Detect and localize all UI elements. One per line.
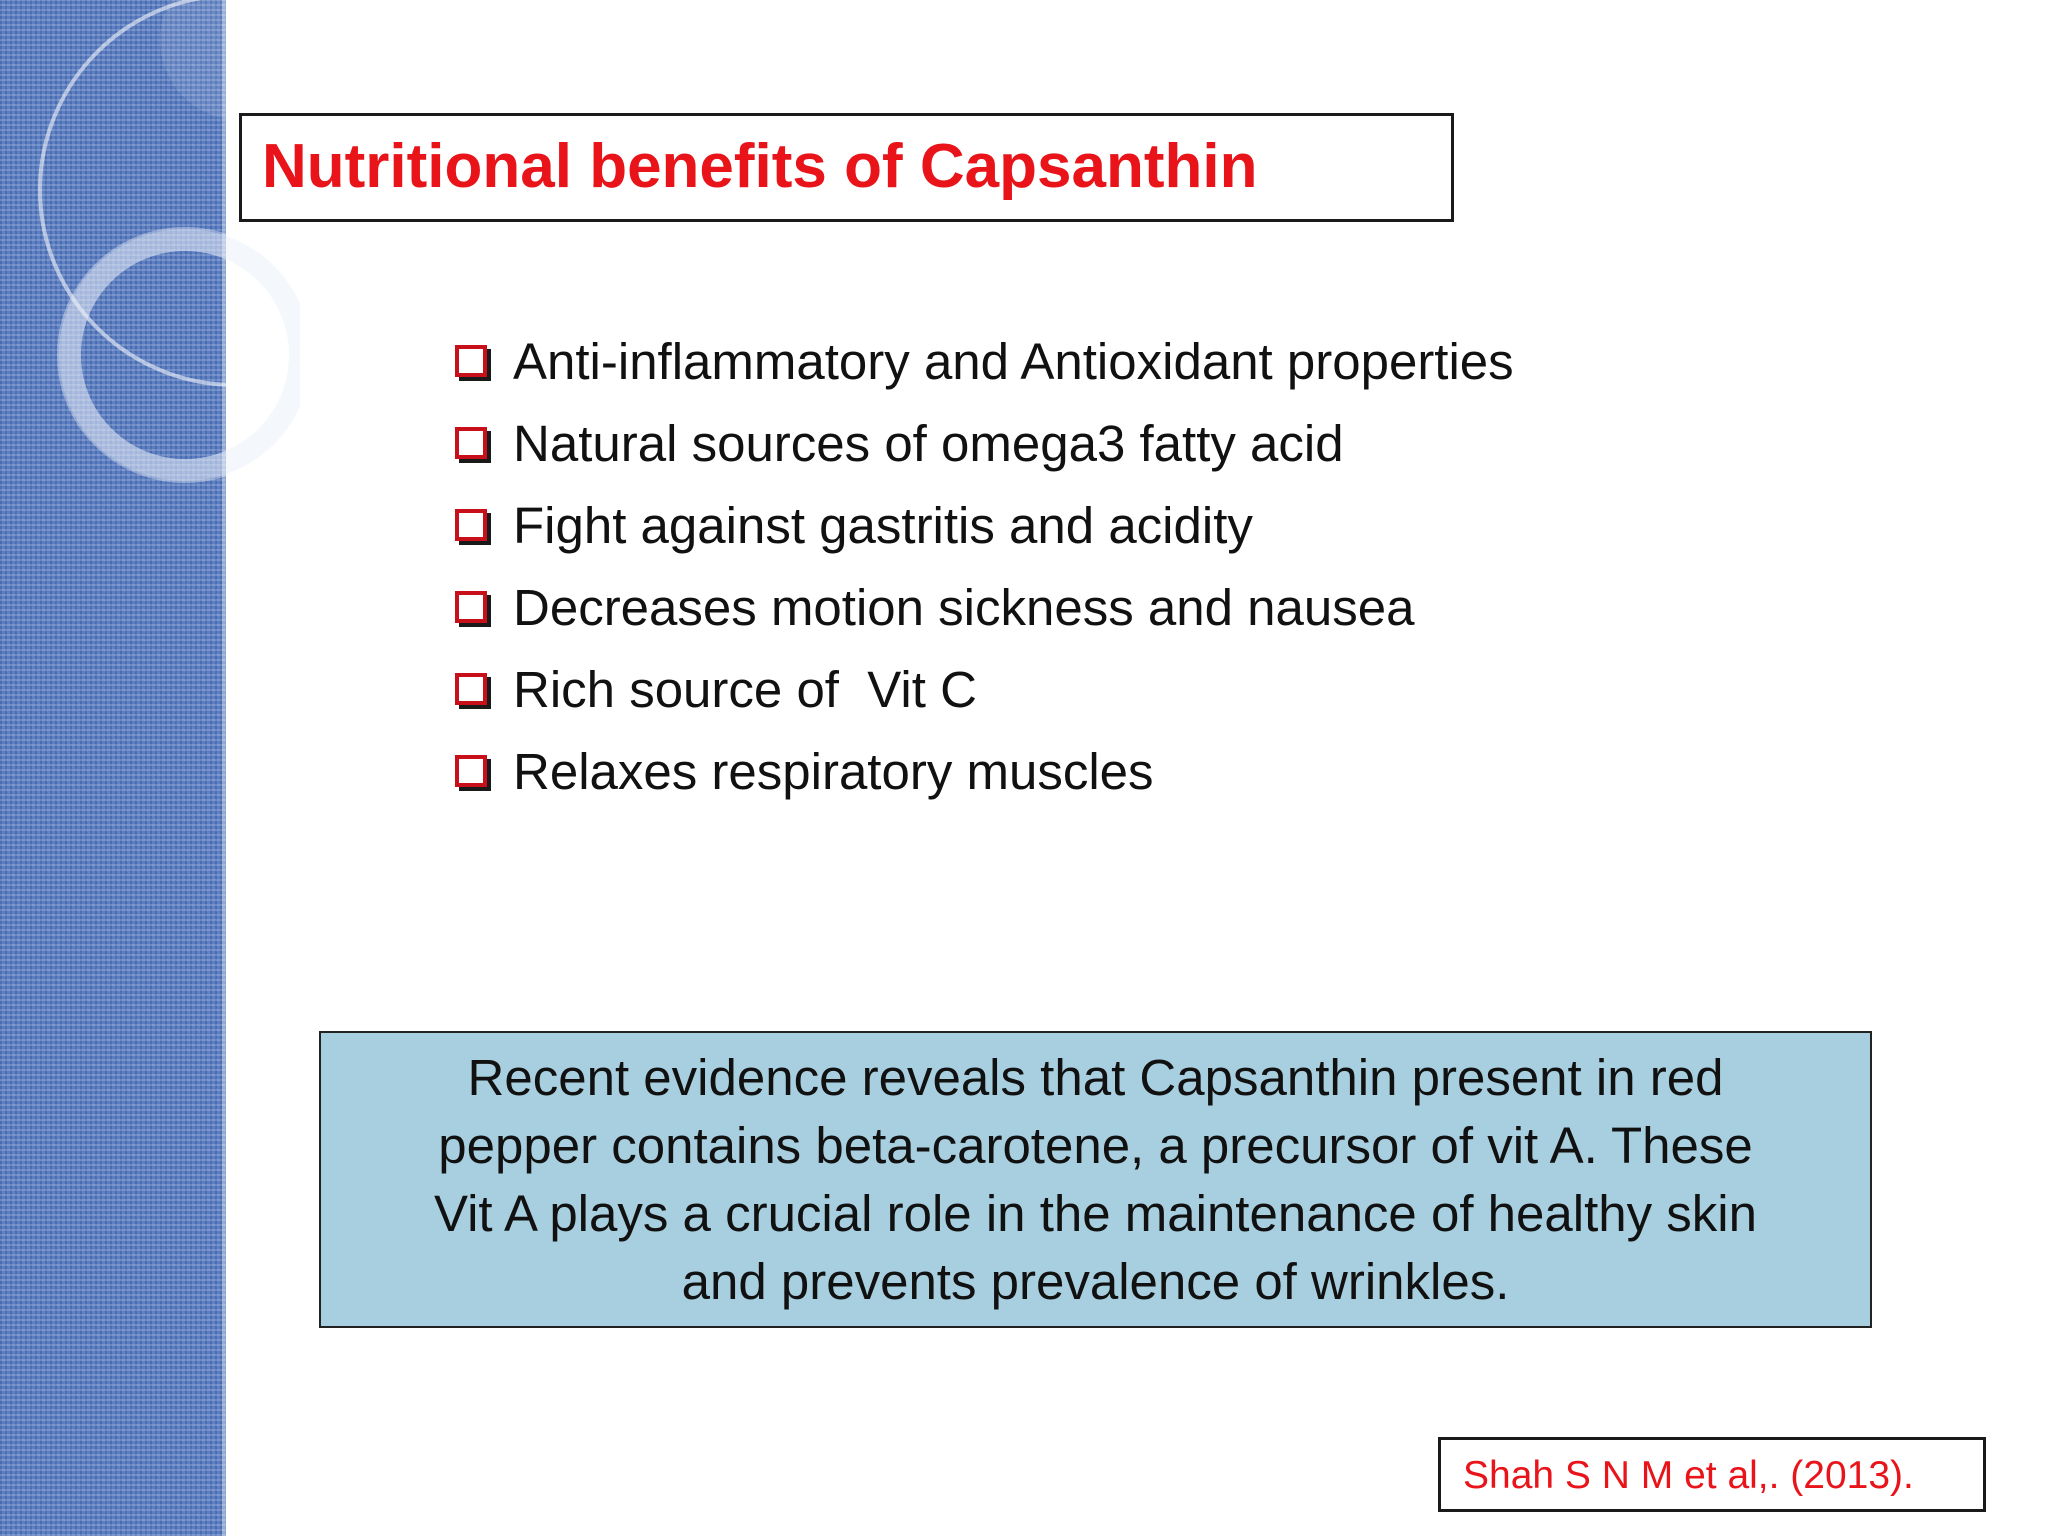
title-box	[239, 113, 1454, 222]
bullet-text: Rich source of Vit C	[513, 660, 977, 718]
evidence-note-box	[319, 1031, 1872, 1328]
list-item	[455, 730, 1514, 812]
benefits-list	[455, 320, 1514, 812]
bullet-text: Fight against gastritis and acidity	[513, 496, 1253, 554]
ring-decoration-icon	[0, 0, 300, 520]
bullet-text: Decreases motion sickness and nausea	[513, 578, 1415, 636]
bullet-text: Natural sources of omega3 fatty acid	[513, 414, 1344, 472]
list-item	[455, 648, 1514, 730]
evidence-note-text: Recent evidence reveals that Capsanthin present in red pepper contains beta-carotene, a precursor of vit A. These Vit A plays a crucial role in the maintenance of healthy skin and prevents prevalence of wrinkles.	[434, 1048, 1757, 1310]
checkbox-square-icon	[455, 591, 487, 623]
citation-box	[1438, 1437, 1986, 1512]
bullet-text: Anti-inflammatory and Antioxidant properties	[513, 332, 1514, 390]
checkbox-square-icon	[455, 755, 487, 787]
checkbox-square-icon	[455, 673, 487, 705]
checkbox-square-icon	[455, 345, 487, 377]
bullet-text: Relaxes respiratory muscles	[513, 742, 1154, 800]
list-item	[455, 402, 1514, 484]
checkbox-square-icon	[455, 427, 487, 459]
list-item	[455, 484, 1514, 566]
checkbox-square-icon	[455, 509, 487, 541]
list-item	[455, 320, 1514, 402]
list-item	[455, 566, 1514, 648]
slide-title: Nutritional benefits of Capsanthin	[262, 132, 1258, 201]
citation-text: Shah S N M et al,. (2013).	[1463, 1454, 1914, 1497]
